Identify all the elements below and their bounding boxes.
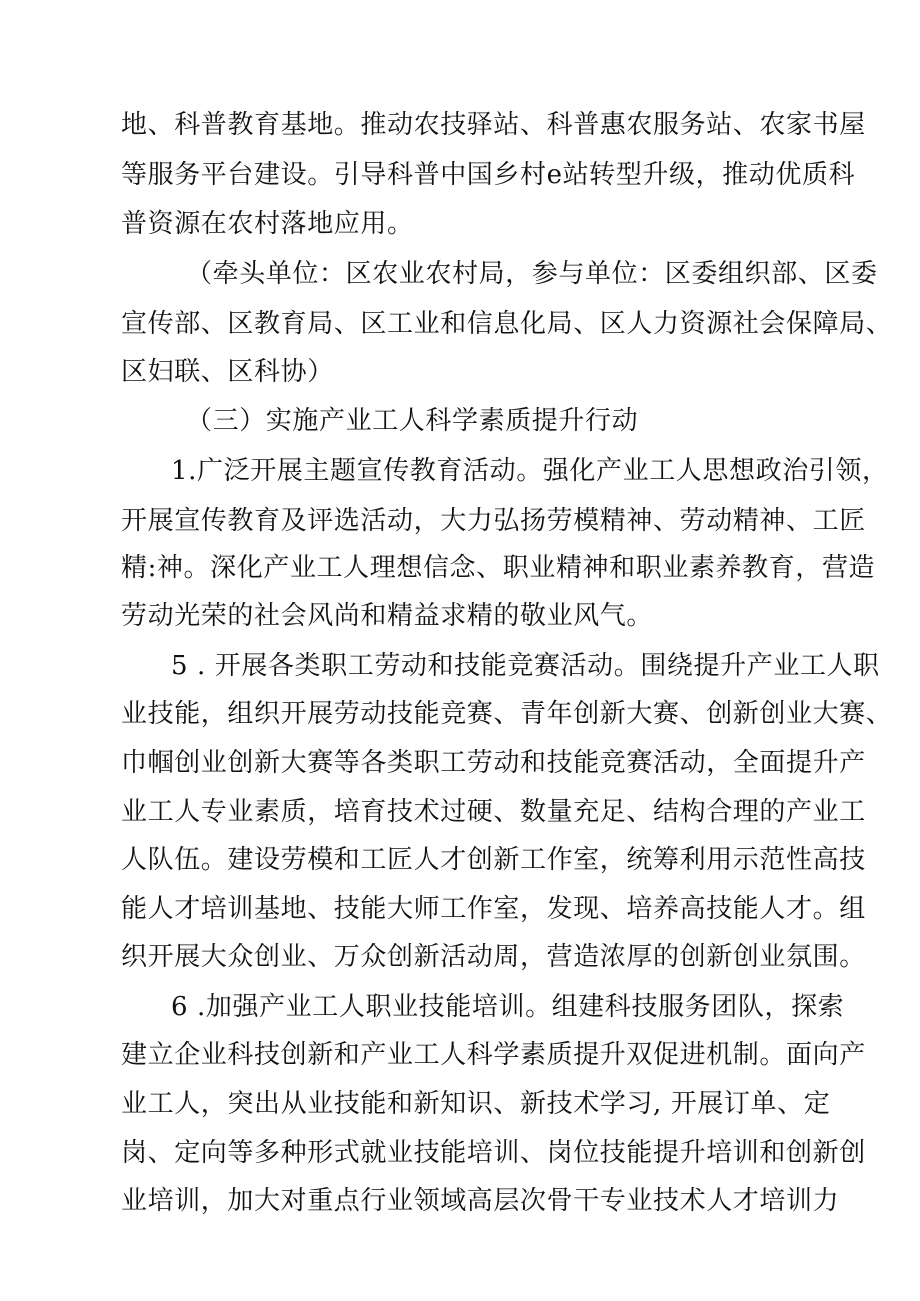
text-line: 巾帼创业创新大赛等各类职工劳动和技能竞赛活动，全面提升产: [121, 748, 866, 778]
text-line: 业培训，加大对重点行业领域高层次骨干专业技术人才培训力: [121, 1186, 840, 1216]
text-line: 人队伍。建设劳模和工匠人才创新工作室，统筹利用示范性高技: [121, 845, 866, 875]
text-line: 劳动光荣的社会风尚和精益求精的敬业风气。: [121, 601, 654, 631]
text-line: 地、科普教育基地。推动农技驿站、科普惠农服务站、农家书屋: [121, 110, 866, 140]
text-line: 开展宣传教育及评选活动，大力弘扬劳模精神、劳动精神、工匠: [121, 506, 866, 536]
text-line: 宣传部、区教育局、区工业和信息化局、区人力资源社会保障局、: [121, 309, 893, 339]
text-line: 业技能，组织开展劳动技能竞赛、青年创新大赛、创新创业大赛、: [121, 699, 893, 729]
text-line: 业工人专业素质，培育技术过硬、数量充足、结构合理的产业工: [121, 797, 866, 827]
text-line: （牵头单位：区农业农村局，参与单位：区委组织部、区委: [186, 259, 878, 289]
text-line: 建立企业科技创新和产业工人科学素质提升双促进机制。面向产: [121, 1040, 866, 1070]
text-line: 区妇联、区科协）: [121, 357, 334, 387]
text-line: 等服务平台建设。引导科普中国乡村e站转型升级，推动优质科: [121, 160, 856, 190]
text-line: 织开展大众创业、万众创新活动周，营造浓厚的创新创业氛围。: [121, 942, 866, 972]
text-line: 1.广泛开展主题宣传教育活动。强化产业工人思想政治引领，: [171, 456, 889, 486]
section-heading: （三）实施产业工人科学素质提升行动: [186, 406, 639, 436]
text-line: 岗、定向等多种形式就业技能培训、岗位技能提升培训和创新创: [121, 1138, 866, 1168]
text-line: 5 . 开展各类职工劳动和技能竞赛活动。围绕提升产业工人职: [171, 651, 880, 681]
text-line: 能人才培训基地、技能大师工作室，发现、培养高技能人才。组: [121, 894, 866, 924]
text-line: 精:神。深化产业工人理想信念、职业精神和职业素养教育，营造: [121, 553, 876, 583]
text-line: 6 .加强产业工人职业技能培训。组建科技服务团队，探索: [171, 992, 845, 1022]
text-line: 业工人，突出从业技能和新知识、新技术学习, 开展订单、定: [121, 1089, 831, 1119]
text-line: 普资源在农村落地应用。: [121, 209, 414, 239]
